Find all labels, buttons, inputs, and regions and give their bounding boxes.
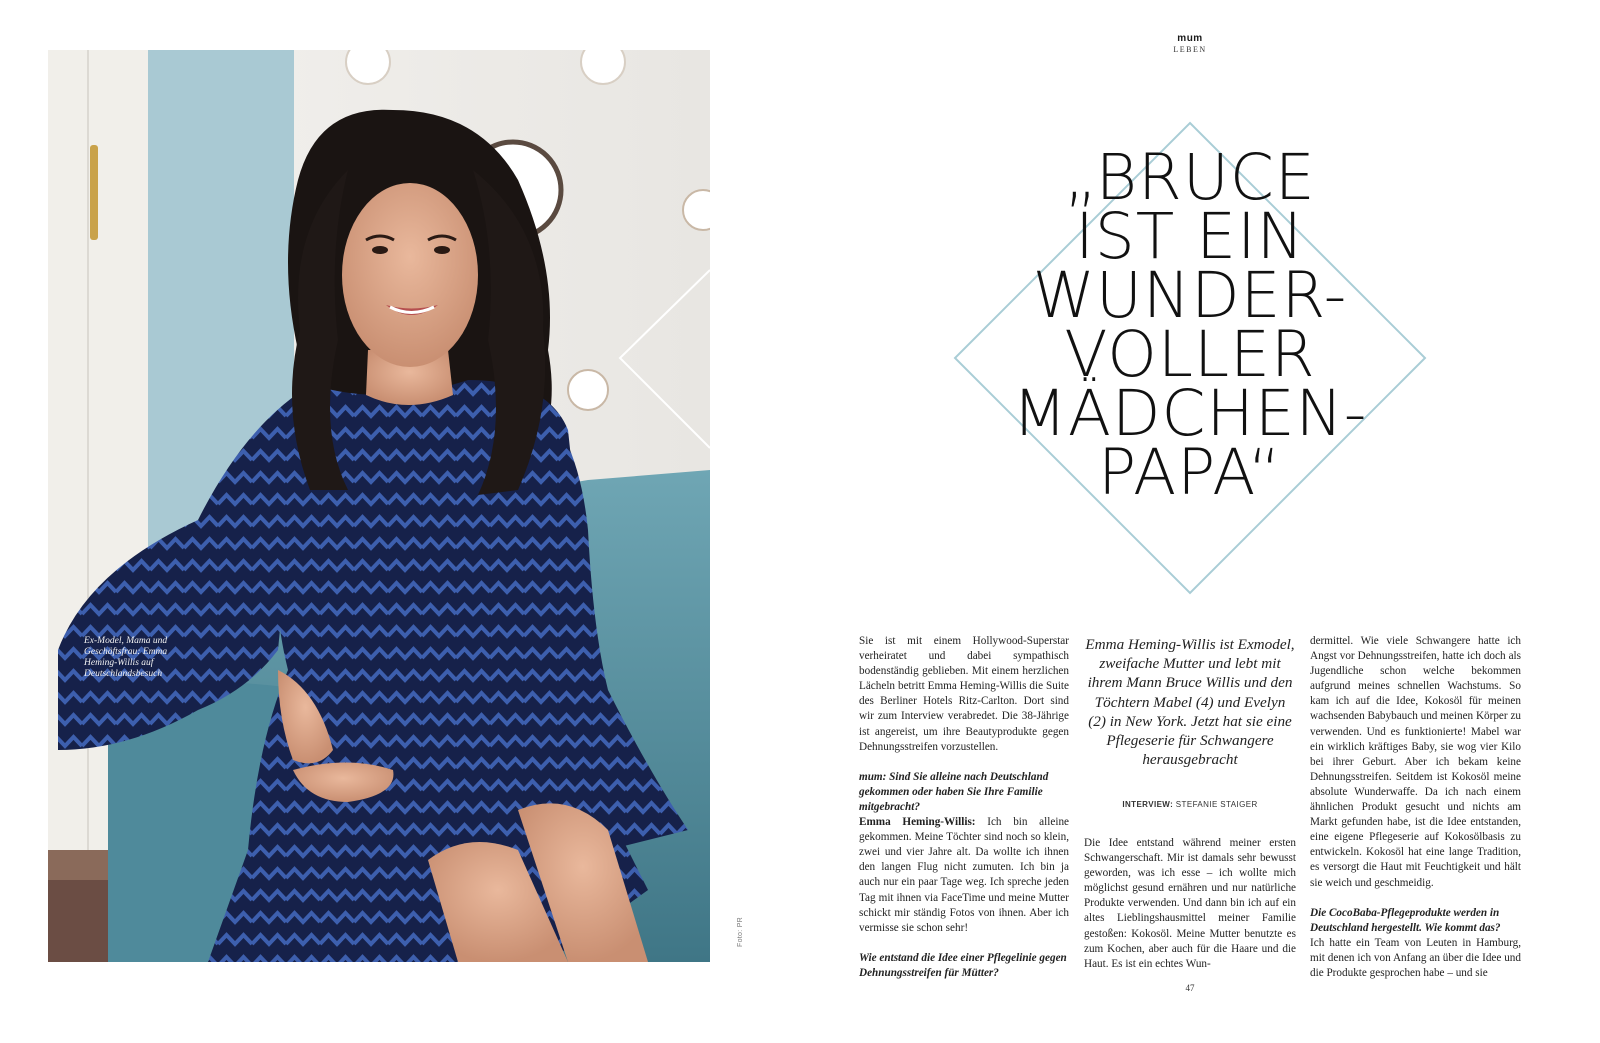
interview-answer: Ich hatte ein Team von Leuten in Hamburg, mit denen ich von Anfang an über die Idee und die Produkte gesprochen habe – und sie xyxy=(1310,936,1521,979)
interview-answer xyxy=(859,815,1069,936)
photo-caption: Ex-Model, Mama und Geschäftsfrau: Emma Heming-Willis auf Deutschlandsbesuch xyxy=(84,636,168,679)
article-column-1 xyxy=(859,634,1069,981)
lead-paragraph: Sie ist mit einem Hollywood-Superstar verheiratet und dabei sympathisch bodenständig geblieben. Mit einem herzlichen Lächeln betritt Emma Heming-Willis die Suite des Berliner Hotels Ritz-Carlton. Dort sind wir zum Interview verabredet. Die 38-Jährige ist angereist, um ihre Beautyprodukte gegen Dehnungsstreifen vorzustellen. xyxy=(859,635,1069,753)
answer-text: Ich bin alleine gekommen. Meine Töchter sind noch so klein, zwei und vier Jahre alt. Da wollte ich ihnen den langen Flug nicht zumuten. Ich bin ja auch nur ein paar Tage weg. Ich spreche jeden Tag mit ihnen via FaceTime und meine Mutter schickt mir ständig Fotos von ihnen. Aber ich vermisse sie schon sehr! xyxy=(859,816,1070,934)
headline-line: VOLLER xyxy=(1064,318,1316,391)
page-number: 47 xyxy=(1185,983,1195,993)
photo-credit: Foto: PR xyxy=(737,916,744,947)
interview-question: Die CocoBaba-Pflegeprodukte werden in Deutschland hergestellt. Wie kommt das? xyxy=(1310,906,1501,934)
interview-answer: Die Idee entstand während meiner ersten Schwangerschaft. Mir ist damals sehr bewusst geworden, was ich esse – ich wollte mich möglichst gesund ernähren und nur natürliche Produkte verwenden. Und dann bin ich auf ein altes Lieblingshausmittel meiner Familie gestoßen: Kokosöl. Meine Mutter benutzte es zum Kochen, aber auch für die Haare und die Haut. Es ist ein echtes Wun- xyxy=(1084,837,1296,970)
byline-label: INTERVIEW: xyxy=(1122,800,1174,809)
interview-question: mum: Sind Sie alleine nach Deutschland gekommen oder haben Sie Ihre Familie mitgebracht? xyxy=(859,770,1049,813)
headline-line: „BRUCE xyxy=(1064,141,1316,214)
section-label: LEBEN xyxy=(1173,45,1207,54)
byline xyxy=(1084,800,1296,809)
headline-line: WUNDER- xyxy=(1032,259,1348,332)
headline-line: MÄDCHEN- xyxy=(1012,377,1368,450)
article-column-2 xyxy=(1084,836,1296,987)
intro-standfirst: Emma Heming-Willis ist Exmodel, zweifache Mutter und lebt mit ihrem Mann Bruce Willis und den Töchtern Mabel (4) und Evelyn (2) in New York. Jetzt hat sie eine Pflegeserie für Schwangere herausgebracht xyxy=(1085,636,1295,769)
headline-line: PAPA“ xyxy=(1098,436,1282,509)
speaker-name: Emma Heming-Willis: xyxy=(859,816,976,829)
interview-answer: dermittel. Wie viele Schwangere hatte ich Angst vor Dehnungsstreifen, hatte ich doch als Jugendliche schon welche bekommen aufgrund meines schnellen Wachstums. So kam ich auf die Idee, Kokosöl für meinen wachsenden Babybauch und meinen Körper zu verwenden. Und es funktionierte! Mabel war ein wirklich kräftiges Baby, sie wog vier Kilo bei ihrer Geburt. Aber ich bekam keine Dehnungsstreifen. Seitdem ist Kokosöl meine absolute Wunderwaffe. Da ich nach einem ähnlichen Produkt gesucht und nichts am Markt gefunden habe, ist die Idee entstanden, eine eigene Pflegeserie auf Kokosölbasis zu entwickeln. Kokosöl hat eine lange Tradition, es versorgt die Haut mit Feuchtigkeit und hält sie weich und geschmeidig. xyxy=(1310,635,1521,889)
article-column-3 xyxy=(1310,634,1521,996)
headline-line: IST EIN xyxy=(1075,200,1305,273)
magazine-brand: mum xyxy=(1177,33,1203,44)
headline xyxy=(990,141,1390,509)
byline-author: STEFANIE STAIGER xyxy=(1173,800,1258,809)
interview-question: Wie entstand die Idee einer Pflegelinie gegen Dehnungsstreifen für Mütter? xyxy=(859,951,1067,979)
